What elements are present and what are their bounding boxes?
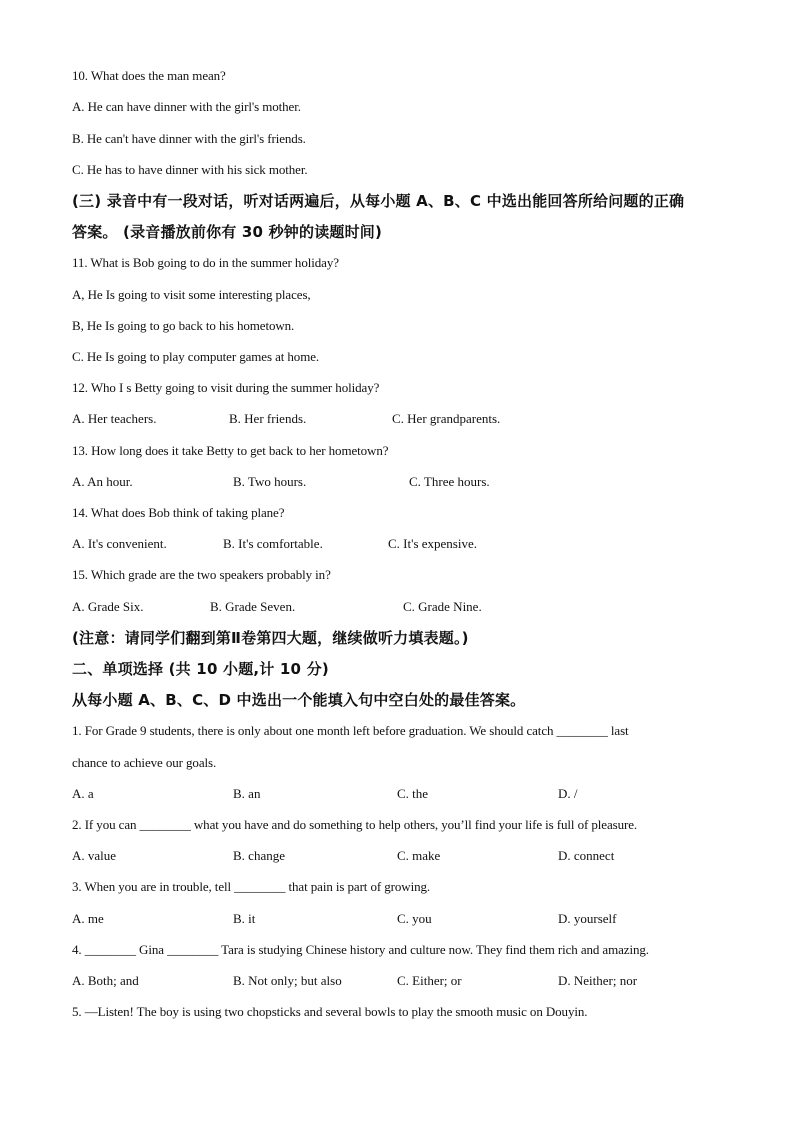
q14-option-a: A. It's convenient. [72, 536, 167, 551]
p2-q4-option-c: C. Either; or [397, 973, 462, 988]
q11-question: 11. What is Bob going to do in the summer holiday? [72, 255, 339, 270]
q15-question: 15. Which grade are the two speakers probably in? [72, 567, 331, 582]
q12-question: 12. Who I s Betty going to visit during the summer holiday? [72, 380, 380, 395]
p2-q2-option-d: D. connect [558, 848, 615, 863]
q14-question: 14. What does Bob think of taking plane? [72, 505, 285, 520]
section3-heading-line2: 答案。 (录音播放前你有 30 秒钟的读题时间) [72, 223, 383, 241]
p2-q3-option-d: D. yourself [558, 911, 617, 926]
p2-q4-option-a: A. Both; and [72, 973, 139, 988]
section3-heading-line1: (三) 录音中有一段对话，听对话两遍后，从每小题 A、B、C 中选出能回答所给问题的正确 [72, 192, 685, 210]
q10-option-c: C. He has to have dinner with his sick mother. [72, 162, 308, 177]
q15-option-c: C. Grade Nine. [403, 599, 482, 614]
p2-q1-option-c: C. the [397, 786, 429, 801]
q13-option-c: C. Three hours. [409, 474, 490, 489]
q10-question: 10. What does the man mean? [72, 68, 226, 83]
p2-q2-option-a: A. value [72, 848, 117, 863]
q10-option-a: A. He can have dinner with the girl's mother. [72, 99, 301, 114]
q11-option-b: B, He Is going to go back to his hometown. [72, 318, 295, 333]
q10-option-b: B. He can't have dinner with the girl's friends. [72, 131, 306, 146]
q13-question: 13. How long does it take Betty to get back to her hometown? [72, 443, 389, 458]
p2-q3-line1: 3. When you are in trouble, tell ________ that pain is part of growing. [72, 879, 431, 894]
p2-q2-line1: 2. If you can ________ what you have and do something to help others, you’ll find your life is full of pleasure. [72, 817, 638, 832]
q15-option-b: B. Grade Seven. [210, 599, 296, 614]
p2-q4-option-d: D. Neither; nor [558, 973, 638, 988]
q11-option-c: C. He Is going to play computer games at home. [72, 349, 320, 364]
p2-q1-line2: chance to achieve our goals. [72, 755, 217, 770]
p2-q3-option-a: A. me [72, 911, 104, 926]
q14-option-b: B. It's comfortable. [223, 536, 323, 551]
q15-option-a: A. Grade Six. [72, 599, 144, 614]
p2-q1-line1: 1. For Grade 9 students, there is only about one month left before graduation. We should catch ________ last [72, 723, 629, 738]
q14-option-c: C. It's expensive. [388, 536, 477, 551]
p2-q1-option-b: B. an [233, 786, 261, 801]
p2-q3-option-c: C. you [397, 911, 432, 926]
q12-option-b: B. Her friends. [229, 411, 307, 426]
q11-option-a: A, He Is going to visit some interesting places, [72, 287, 311, 302]
p2-q1-option-d: D. / [558, 786, 578, 801]
q13-option-b: B. Two hours. [233, 474, 307, 489]
q12-option-c: C. Her grandparents. [392, 411, 501, 426]
p2-q1-option-a: A. a [72, 786, 94, 801]
p2-q5-line1: 5. —Listen! The boy is using two chopsticks and several bowls to play the smooth music on Douyin. [72, 1004, 588, 1019]
q13-option-a: A. An hour. [72, 474, 133, 489]
part2-instruction: 从每小题 A、B、C、D 中选出一个能填入句中空白处的最佳答案。 [72, 691, 526, 709]
q12-option-a: A. Her teachers. [72, 411, 157, 426]
section3-note: (注意：请同学们翻到第Ⅱ卷第四大题，继续做听力填表题。) [72, 629, 469, 647]
p2-q4-line1: 4. ________ Gina ________ Tara is studying Chinese history and culture now. They find them rich and amazing. [72, 942, 649, 957]
p2-q2-option-c: C. make [397, 848, 441, 863]
p2-q3-option-b: B. it [233, 911, 256, 926]
p2-q4-option-b: B. Not only; but also [233, 973, 342, 988]
p2-q2-option-b: B. change [233, 848, 285, 863]
part2-title: 二、单项选择 (共 10 小题,计 10 分) [72, 660, 329, 678]
